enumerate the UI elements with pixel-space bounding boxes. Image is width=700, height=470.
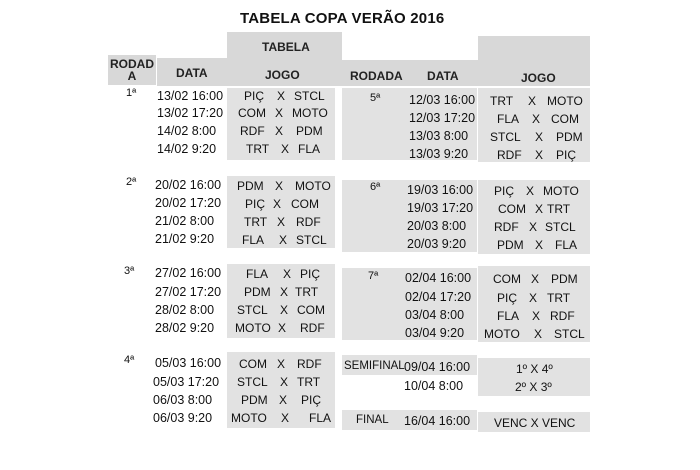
team-home: COM [238, 106, 266, 120]
versus: X [535, 130, 544, 144]
match-date: 12/03 17:20 [409, 111, 476, 125]
round-label-7: 7ª [368, 270, 379, 282]
team-away: TRT [295, 285, 319, 299]
versus: X [535, 148, 544, 162]
match-date: 21/02 8:00 [155, 214, 215, 228]
header-data-left: DATA [176, 66, 208, 80]
team-away: FLA [298, 142, 321, 156]
header-rodada-right: RODADA [350, 69, 403, 83]
versus: X [277, 215, 286, 229]
match-date: 13/03 9:20 [409, 147, 469, 161]
team-away: PIÇ [301, 393, 322, 407]
versus: X [281, 411, 290, 425]
match-date: 13/02 17:20 [157, 106, 224, 120]
round-label-5: 5ª [370, 92, 381, 104]
round-label-1: 1ª [126, 87, 137, 99]
match-date: 06/03 8:00 [153, 393, 213, 407]
match-date: 06/03 9:20 [153, 411, 213, 425]
team-away: FLA [309, 411, 332, 425]
team-away: RDF [550, 309, 575, 323]
versus: X [275, 179, 284, 193]
versus: X [281, 142, 290, 156]
team-away: STCL [296, 233, 327, 247]
header-jogo-right: JOGO [521, 71, 556, 85]
match-date: 12/03 16:00 [409, 93, 476, 107]
versus: X [526, 184, 535, 198]
match-date: 19/03 16:00 [407, 183, 474, 197]
team-home: COM [498, 202, 526, 216]
versus: X [532, 112, 541, 126]
versus: X [528, 94, 537, 108]
team-home: TRT [490, 94, 514, 108]
team-home: PDM [241, 393, 268, 407]
team-away: PIÇ [556, 148, 577, 162]
team-away: TRT [297, 375, 321, 389]
team-home: PIÇ [497, 291, 518, 305]
team-away: FLA [555, 238, 578, 252]
versus: X [277, 89, 286, 103]
match-date: 20/03 9:20 [407, 237, 467, 251]
team-away: RDF [297, 357, 322, 371]
team-home: PIÇ [244, 89, 265, 103]
match-date: 14/02 8:00 [157, 124, 217, 138]
match-date: 14/02 9:20 [157, 142, 217, 156]
match-date: 20/02 17:20 [155, 196, 222, 210]
team-home: RDF [240, 124, 265, 138]
team-away: COM [297, 303, 325, 317]
team-home: STCL [490, 130, 521, 144]
match-date: 27/02 17:20 [155, 285, 222, 299]
match-date: 02/04 17:20 [405, 290, 472, 304]
team-home: TRT [244, 215, 268, 229]
team-home: PIÇ [245, 197, 266, 211]
header-data-right: DATA [427, 69, 459, 83]
team-away: MOTO [543, 184, 579, 198]
team-home: FLA [497, 309, 520, 323]
team-home: COM [493, 272, 521, 286]
header-rodada-left-line2: A [127, 69, 137, 83]
team-away: COM [291, 197, 319, 211]
team-away: PDM [296, 124, 323, 138]
semifinal-game-1: 1º X 4º [516, 362, 553, 376]
team-home: FLA [497, 112, 520, 126]
match-date: 19/03 17:20 [407, 201, 474, 215]
team-away: MOTO [292, 106, 328, 120]
versus: X [278, 321, 287, 335]
match-date: 28/02 8:00 [155, 303, 215, 317]
round-label-6: 6ª [370, 181, 381, 193]
versus: X [531, 272, 540, 286]
match-date: 13/02 16:00 [157, 89, 224, 103]
match-date: 03/04 9:20 [405, 326, 465, 340]
header-rodada-left [108, 58, 156, 82]
semifinal-game-2: 2º X 3º [515, 380, 552, 394]
match-date: 27/02 16:00 [155, 266, 222, 280]
semifinal-label: SEMIFINAL [344, 360, 405, 372]
match-date: 13/03 8:00 [409, 129, 469, 143]
team-away: TRT [547, 202, 571, 216]
team-home: PDM [497, 238, 524, 252]
team-home: RDF [497, 148, 522, 162]
versus: X [535, 202, 544, 216]
round-label-2: 2ª [126, 176, 137, 188]
versus: X [277, 357, 286, 371]
team-home: TRT [246, 142, 270, 156]
team-away: PDM [551, 272, 578, 286]
versus: X [279, 393, 288, 407]
team-home: FLA [246, 267, 269, 281]
header-tabela: TABELA [262, 40, 310, 54]
team-home: FLA [242, 233, 265, 247]
team-away: TRT [547, 291, 571, 305]
team-home: MOTO [235, 321, 271, 335]
round-label-4: 4ª [124, 354, 135, 366]
team-away: PDM [556, 130, 583, 144]
team-home: PDM [244, 285, 271, 299]
match-date: 21/02 9:20 [155, 232, 215, 246]
team-home: STCL [237, 375, 268, 389]
team-away: MOTO [295, 179, 331, 193]
versus: X [532, 309, 541, 323]
final-game: VENC X VENC [494, 416, 576, 430]
team-home: MOTO [231, 411, 267, 425]
versus: X [279, 233, 288, 247]
team-away: STCL [554, 327, 585, 341]
match-date: 03/04 8:00 [405, 308, 465, 322]
team-away: COM [551, 112, 579, 126]
match-date: 05/03 17:20 [153, 375, 220, 389]
versus: X [273, 197, 282, 211]
team-away: PIÇ [300, 267, 321, 281]
team-home: PIÇ [494, 184, 515, 198]
match-date: 05/03 16:00 [155, 356, 222, 370]
versus: X [283, 267, 292, 281]
page-title: TABELA COPA VERÃO 2016 [240, 10, 445, 27]
versus: X [275, 106, 284, 120]
final-date: 16/04 16:00 [404, 414, 471, 428]
team-away: RDF [296, 215, 321, 229]
team-home: PDM [237, 179, 264, 193]
round-label-3: 3ª [124, 265, 135, 277]
team-home: RDF [494, 220, 519, 234]
team-away: STCL [294, 89, 325, 103]
match-date: 28/02 9:20 [155, 321, 215, 335]
match-date: 20/02 16:00 [155, 178, 222, 192]
team-home: COM [239, 357, 267, 371]
header-rodada-left-line1: RODAD [110, 57, 154, 71]
team-away: RDF [300, 321, 325, 335]
match-date: 09/04 16:00 [404, 360, 471, 374]
match-date: 10/04 8:00 [404, 379, 464, 393]
match-date: 02/04 16:00 [405, 271, 472, 285]
team-away: STCL [545, 220, 576, 234]
versus: X [280, 285, 289, 299]
final-label: FINAL [356, 414, 389, 426]
versus: X [529, 220, 538, 234]
match-date: 20/03 8:00 [407, 219, 467, 233]
team-away: MOTO [547, 94, 583, 108]
header-jogo-left: JOGO [265, 68, 300, 82]
versus: X [280, 303, 289, 317]
versus: X [535, 238, 544, 252]
team-home: MOTO [484, 327, 520, 341]
team-home: STCL [237, 303, 268, 317]
versus: X [275, 124, 284, 138]
versus: X [529, 291, 538, 305]
versus: X [280, 375, 289, 389]
versus: X [534, 327, 543, 341]
